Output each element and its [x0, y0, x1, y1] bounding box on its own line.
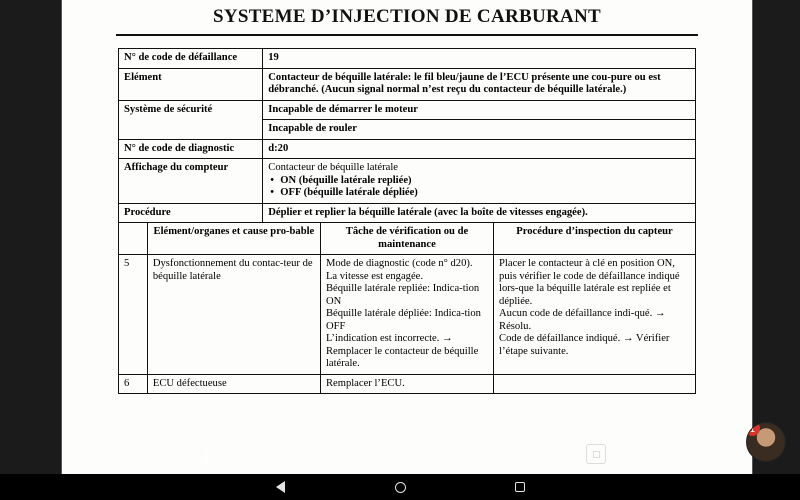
- row-label-safety-system: Système de sécurité: [119, 100, 263, 139]
- circle-icon: [395, 482, 406, 493]
- task-line: L’indication est incorrecte. → Remplacer le contacteur de béquille latérale.: [325, 333, 479, 369]
- row-value-fault-code: 19: [263, 49, 696, 69]
- cell-sensor-procedure: [494, 255, 696, 375]
- table-row: [119, 374, 696, 394]
- task-line: Mode de diagnostic (code n° d20).: [325, 258, 473, 269]
- avatar[interactable]: [746, 422, 786, 462]
- col-header-element-cause: Elément/organes et cause pro-bable: [147, 223, 320, 255]
- task-line: Béquille latérale repliée: Indica-tion ON: [325, 283, 480, 307]
- task-line: La vitesse est engagée.: [325, 270, 424, 282]
- cell-num: 5: [119, 255, 148, 375]
- android-nav-bar: [0, 474, 800, 500]
- inspection-table: [118, 222, 696, 394]
- row-value-meter-display: [263, 159, 696, 204]
- meter-display-head: Contacteur de béquille latérale: [268, 162, 398, 173]
- row-label-meter-display: Affichage du compteur: [119, 159, 263, 204]
- table-row: [119, 159, 696, 204]
- cell-element-cause: Dysfonctionnement du contac-teur de béquille latérale: [147, 255, 320, 375]
- avatar-badge: 1: [746, 422, 760, 436]
- table-row: [119, 139, 696, 159]
- table-row: [119, 203, 696, 223]
- document-body: [62, 36, 752, 394]
- row-label-diag-code: N° de code de diagnostic: [119, 139, 263, 159]
- col-header-num: [119, 223, 148, 255]
- document-page[interactable]: [62, 0, 752, 500]
- nav-home-button[interactable]: [340, 474, 460, 500]
- table-row: [119, 100, 696, 120]
- procedure-line: Placer le contacteur à clé en position ON, puis vérifier le code de défaillance indiqué lors-que la béquille latérale est repliée et dépliée.: [499, 258, 680, 307]
- col-header-sensor-procedure: Procédure d’inspection du capteur: [494, 223, 696, 255]
- row-value-diag-code: d:20: [263, 139, 696, 159]
- table-row: [119, 49, 696, 69]
- row-value-safety-1: Incapable de démarrer le moteur: [263, 100, 696, 120]
- table-header-row: [119, 223, 696, 255]
- col-header-check-task: Tâche de vérification ou de maintenance: [320, 223, 493, 255]
- meter-display-bullets: [268, 175, 690, 200]
- nav-back-button[interactable]: [220, 474, 340, 500]
- fault-code-table: [118, 48, 696, 223]
- row-value-element: Contacteur de béquille latérale: le fil bleu/jaune de l’ECU présente une cou-pure ou est débranché. (Aucun signal normal n’est reçu du contacteur de béquille latérale.): [263, 68, 696, 100]
- crop-icon[interactable]: [586, 444, 606, 464]
- share-icon[interactable]: ❮: [200, 447, 214, 464]
- row-label-procedure: Procédure: [119, 203, 263, 223]
- cell-element-cause: ECU défectueuse: [147, 374, 320, 394]
- triangle-left-icon: [276, 481, 285, 493]
- cell-check-task: Remplacer l’ECU.: [320, 374, 493, 394]
- row-label-element: Elément: [119, 68, 263, 100]
- row-value-safety-2: Incapable de rouler: [263, 120, 696, 140]
- meter-bullet: • ON (béquille latérale repliée): [280, 175, 690, 188]
- cell-num: 6: [119, 374, 148, 394]
- nav-recents-button[interactable]: [460, 474, 580, 500]
- row-value-procedure: Déplier et replier la béquille latérale (avec la boîte de vitesses engagée).: [263, 203, 696, 223]
- table-row: [119, 68, 696, 100]
- procedure-line: Aucun code de défaillance indi-qué. → Résolu.: [499, 308, 666, 332]
- meter-bullet: • OFF (béquille latérale dépliée): [280, 187, 690, 200]
- procedure-line: Code de défaillance indiqué. → Vérifier l’étape suivante.: [499, 333, 670, 357]
- square-icon: [515, 482, 525, 492]
- cell-check-task: [320, 255, 493, 375]
- page-title: SYSTEME D’INJECTION DE CARBURANT: [212, 6, 602, 27]
- table-row: [119, 255, 696, 375]
- task-line: Béquille latérale dépliée: Indica-tion OFF: [325, 308, 481, 332]
- cell-sensor-procedure: [494, 374, 696, 394]
- viewer-left-margin: [0, 0, 62, 500]
- row-label-fault-code: N° de code de défaillance: [119, 49, 263, 69]
